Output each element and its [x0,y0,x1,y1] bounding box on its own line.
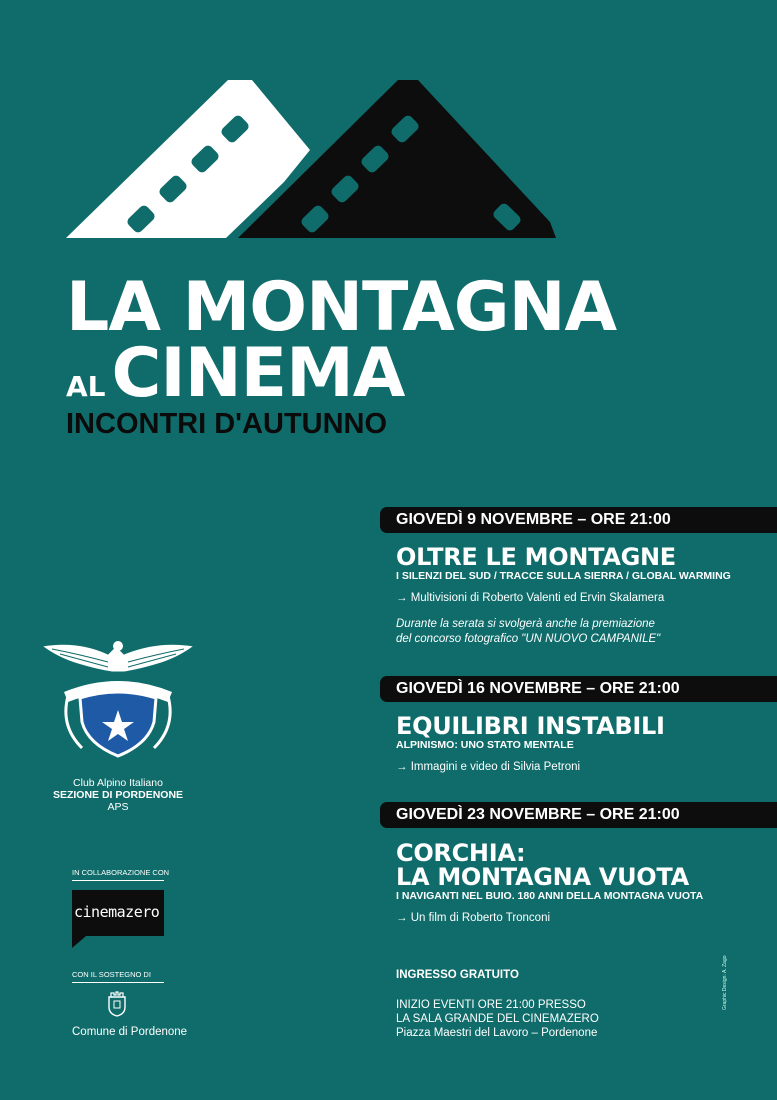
event-title: OLTRE LE MONTAGNE [396,543,676,571]
event-title: EQUILIBRI INSTABILI [396,712,665,740]
film-strip-mountains-logo [66,78,558,240]
support-label: CON IL SOSTEGNO DI [72,970,164,983]
cai-caption [38,777,198,813]
free-entry-label: INGRESSO GRATUITO [396,969,519,981]
event-subtitle: I SILENZI DEL SUD / TRACCE SULLA SIERRA / GLOBAL WARMING [396,570,731,582]
event-title: CORCHIA: [396,839,526,867]
cai-eagle-emblem [38,636,198,760]
venue-line: Piazza Maestri del Lavoro – Pordenone [396,1027,598,1039]
event-date-bar: GIOVEDÌ 23 NOVEMBRE – ORE 21:00 [380,802,777,828]
comune-name: Comune di Pordenone [72,1026,188,1038]
event-note: → Immagini e video di Silvia Petroni [396,761,581,773]
event-subtitle: ALPINISMO: UNO STATO MENTALE [396,739,574,751]
event-1 [380,507,777,647]
cai-name: Club Alpino Italiano [73,777,163,789]
event-subtitle: I NAVIGANTI NEL BUIO. 180 ANNI DELLA MONTAGNA VUOTA [396,890,704,902]
venue-line: INIZIO EVENTI ORE 21:00 PRESSO [396,999,586,1011]
title-al: AL [66,370,106,403]
design-credit: Graphic Design: A. Zago [722,955,728,1010]
cai-section: SEZIONE DI PORDENONE [52,789,184,801]
event-date-bar: GIOVEDÌ 9 NOVEMBRE – ORE 21:00 [380,507,777,533]
cai-aps: APS [107,801,129,813]
award-note-line: Durante la serata si svolgerà anche la premiazione [396,618,655,630]
comune-crest-icon [107,991,127,1017]
award-note-line: del concorso fotografico "UN NUOVO CAMPANILE" [396,633,661,645]
event-date-bar: GIOVEDÌ 16 NOVEMBRE – ORE 21:00 [380,676,777,702]
cinemazero-logo-text: cinemazero [74,903,160,921]
collab-label: IN COLLABORAZIONE CON [72,868,164,881]
event-award-note [396,617,777,647]
poster-title: LA MONTAGNA [66,268,617,347]
venue-line: LA SALA GRANDE DEL CINEMAZERO [396,1013,599,1025]
venue-info [396,968,599,1040]
cai-block [38,636,198,813]
poster-subtitle: INCONTRI D'AUTUNNO [66,408,388,440]
event-title-line2: LA MONTAGNA VUOTA [396,863,689,891]
event-note: → Un film di Roberto Tronconi [396,912,551,924]
event-3 [380,802,777,925]
event-note: → Multivisioni di Roberto Valenti ed Ervin Skalamera [396,592,665,604]
event-2 [380,676,777,774]
poster-title-line2 [66,334,404,413]
title-cinema: CINEMA [111,334,405,413]
